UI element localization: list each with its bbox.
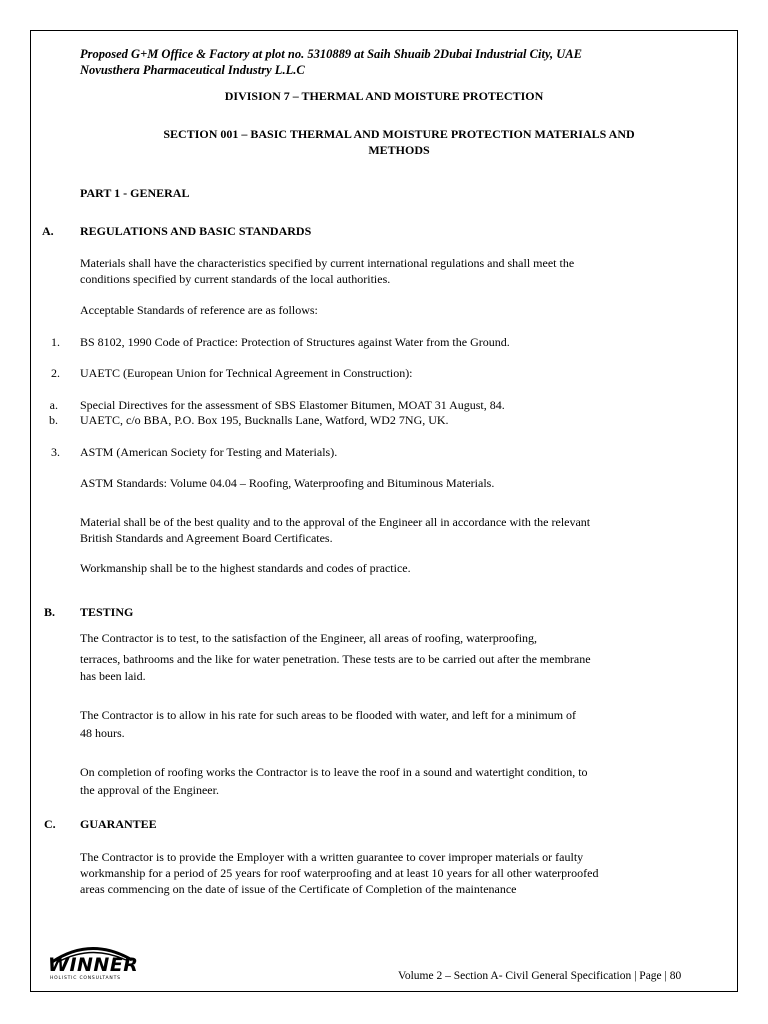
footer-page-info: Volume 2 – Section A- Civil General Specification | Page | 80 — [398, 970, 682, 982]
logo-text: WINNER — [48, 954, 139, 976]
section-title-line1: SECTION 001 – BASIC THERMAL AND MOISTURE PROTECTION MATERIALS AND — [163, 127, 635, 141]
section-b-para2-line2: 48 hours. — [80, 726, 125, 740]
section-b-letter: B. — [44, 605, 56, 619]
section-b-para1-line3: has been laid. — [80, 669, 146, 683]
winner-logo — [46, 940, 139, 986]
subitem-a-text: Special Directives for the assessment of SBS Elastomer Bitumen, MOAT 31 August, 84. — [80, 398, 505, 412]
section-b-heading: TESTING — [80, 605, 134, 619]
section-a-para3-line2: British Standards and Agreement Board Certificates. — [80, 531, 333, 545]
subitem-a-letter: a. — [49, 398, 58, 412]
section-a-para1-line2: conditions specified by current standards of the local authorities. — [80, 272, 391, 286]
item3-number: 3. — [51, 445, 60, 459]
section-a-heading: REGULATIONS AND BASIC STANDARDS — [80, 224, 312, 238]
astm-standards-text: ASTM Standards: Volume 04.04 – Roofing, Waterproofing and Bituminous Materials. — [80, 476, 495, 490]
section-c-para1-line2: workmanship for a period of 25 years for roof waterproofing and at least 10 years for all other waterproofed — [80, 866, 599, 880]
section-b-para2-line1: The Contractor is to allow in his rate for such areas to be flooded with water, and left for a minimum of — [80, 708, 577, 722]
subitem-b-text: UAETC, c/o BBA, P.O. Box 195, Bucknalls Lane, Watford, WD2 7NG, UK. — [80, 413, 449, 427]
item2-text: UAETC (European Union for Technical Agreement in Construction): — [80, 366, 413, 380]
section-c-letter: C. — [44, 817, 56, 831]
item2-number: 2. — [51, 366, 60, 380]
section-a-letter: A. — [42, 224, 54, 238]
item1-text: BS 8102, 1990 Code of Practice: Protection of Structures against Water from the Ground. — [80, 335, 510, 349]
section-a-para3-line1: Material shall be of the best quality and to the approval of the Engineer all in accordance with the relevant — [80, 515, 591, 529]
section-c-para1-line3: areas commencing on the date of issue of the Certificate of Completion of the maintenance — [80, 882, 517, 896]
section-b-para1-line2: terraces, bathrooms and the like for water penetration. These tests are to be carried out after the membrane — [80, 652, 591, 666]
project-title-line2: Novusthera Pharmaceutical Industry L.L.C — [80, 63, 305, 77]
section-a-para4: Workmanship shall be to the highest standards and codes of practice. — [80, 561, 411, 575]
section-c-para1-line1: The Contractor is to provide the Employer with a written guarantee to cover improper materials or faulty — [80, 850, 584, 864]
division-title: DIVISION 7 – THERMAL AND MOISTURE PROTECTION — [224, 89, 544, 103]
page-border — [30, 30, 738, 992]
section-title-line2: METHODS — [368, 143, 430, 157]
logo-subtext: HOLISTIC CONSULTANTS — [50, 976, 121, 981]
section-b-para3-line1: On completion of roofing works the Contractor is to leave the roof in a sound and watertight condition, to — [80, 765, 588, 779]
project-title-line1: Proposed G+M Office & Factory at plot no. 5310889 at Saih Shuaib 2Dubai Industrial City, UAE — [80, 47, 582, 61]
part-title: PART 1 - GENERAL — [80, 186, 190, 200]
section-a-para2: Acceptable Standards of reference are as follows: — [80, 303, 318, 317]
section-b-para1-line1: The Contractor is to test, to the satisfaction of the Engineer, all areas of roofing, waterproofing, — [80, 631, 538, 645]
item1-number: 1. — [51, 335, 60, 349]
subitem-b-letter: b. — [49, 413, 58, 427]
section-b-para3-line2: the approval of the Engineer. — [80, 783, 219, 797]
section-a-para1-line1: Materials shall have the characteristics specified by current international regulations and shall meet the — [80, 256, 575, 270]
section-c-heading: GUARANTEE — [80, 817, 157, 831]
item3-text: ASTM (American Society for Testing and Materials). — [80, 445, 338, 459]
